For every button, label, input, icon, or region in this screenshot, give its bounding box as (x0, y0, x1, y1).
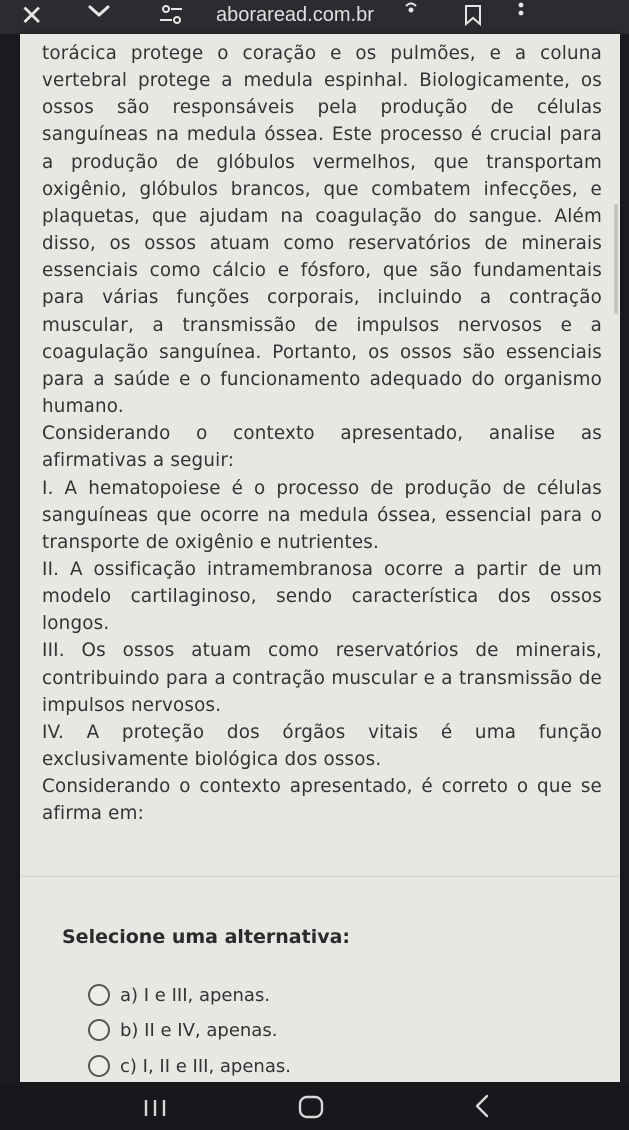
system-nav-bar (0, 1082, 629, 1130)
home-icon[interactable] (296, 1094, 326, 1120)
radio-button[interactable] (88, 984, 110, 1006)
statement-3: III. Os ossos atuam como reservatórios de minerais, contribuindo para a contração muscular e a transmissão de impulsos nervosos. (42, 640, 602, 716)
option-c[interactable] (88, 1053, 291, 1079)
url-field[interactable]: aboraread.com.br (216, 4, 374, 26)
divider (20, 876, 620, 877)
option-b[interactable] (88, 1017, 277, 1043)
more-vert-icon[interactable] (516, 0, 526, 26)
question-prompt: Considerando o contexto apresentado, é correto o que se afirma em: (42, 776, 602, 825)
statement-2: II. A ossificação intramembranosa ocorre a partir de um modelo cartilaginoso, sendo característica dos ossos longos. (42, 558, 602, 635)
instruction-text: Considerando o contexto apresentado, analise as afirmativas a seguir: (42, 423, 602, 472)
radio-button[interactable] (88, 1019, 110, 1041)
scrollbar[interactable] (614, 204, 618, 314)
bookmark-icon[interactable] (462, 4, 484, 26)
option-label: b) II e IV, apenas. (120, 1019, 278, 1041)
article-sheet (20, 34, 620, 1082)
option-label: c) I, II e III, apenas. (120, 1055, 291, 1077)
option-a[interactable] (88, 982, 270, 1008)
chevron-down-icon[interactable] (86, 0, 112, 24)
context-paragraph: torácica protege o coração e os pulmões, e a coluna vertebral protege a medula espinhal. Biologicamente, os ossos são responsáveis pela produção de células sanguíneas na medula óssea. Este processo é crucial para a produção de glóbulos vermelhos, que transportam oxigênio, glóbulos brancos, que combatem infecções, e plaquetas, que ajudam na coagulação do sangue. Além disso, os ossos atuam como reservatórios de minerais essenciais como cálcio e fósforo, que são fundamentais para várias funções corporais, incluindo a contração muscular, a transmissão de impulsos nervosos e a coagulação sanguínea. Portanto, os ossos são essenciais para a saúde e o funcionamento adequado do organismo humano. (42, 43, 602, 418)
article-content (42, 40, 602, 828)
select-heading: Selecione uma alternativa: (62, 926, 351, 948)
radio-button[interactable] (88, 1055, 110, 1077)
recents-icon[interactable] (140, 1096, 170, 1120)
option-label: a) I e III, apenas. (120, 984, 271, 1006)
bell-icon[interactable] (400, 2, 422, 24)
tune-icon[interactable] (158, 4, 184, 26)
browser-toolbar (0, 0, 629, 34)
back-icon[interactable] (472, 1092, 492, 1120)
statement-4: IV. A proteção dos órgãos vitais é uma função exclusivamente biológica dos ossos. (42, 721, 602, 771)
close-icon[interactable]: ✕ (20, 0, 44, 32)
statement-1: I. A hematopoiese é o processo de produção de células sanguíneas que ocorre na medula óssea, essencial para o transporte de oxigênio e nutrientes. (42, 477, 602, 553)
